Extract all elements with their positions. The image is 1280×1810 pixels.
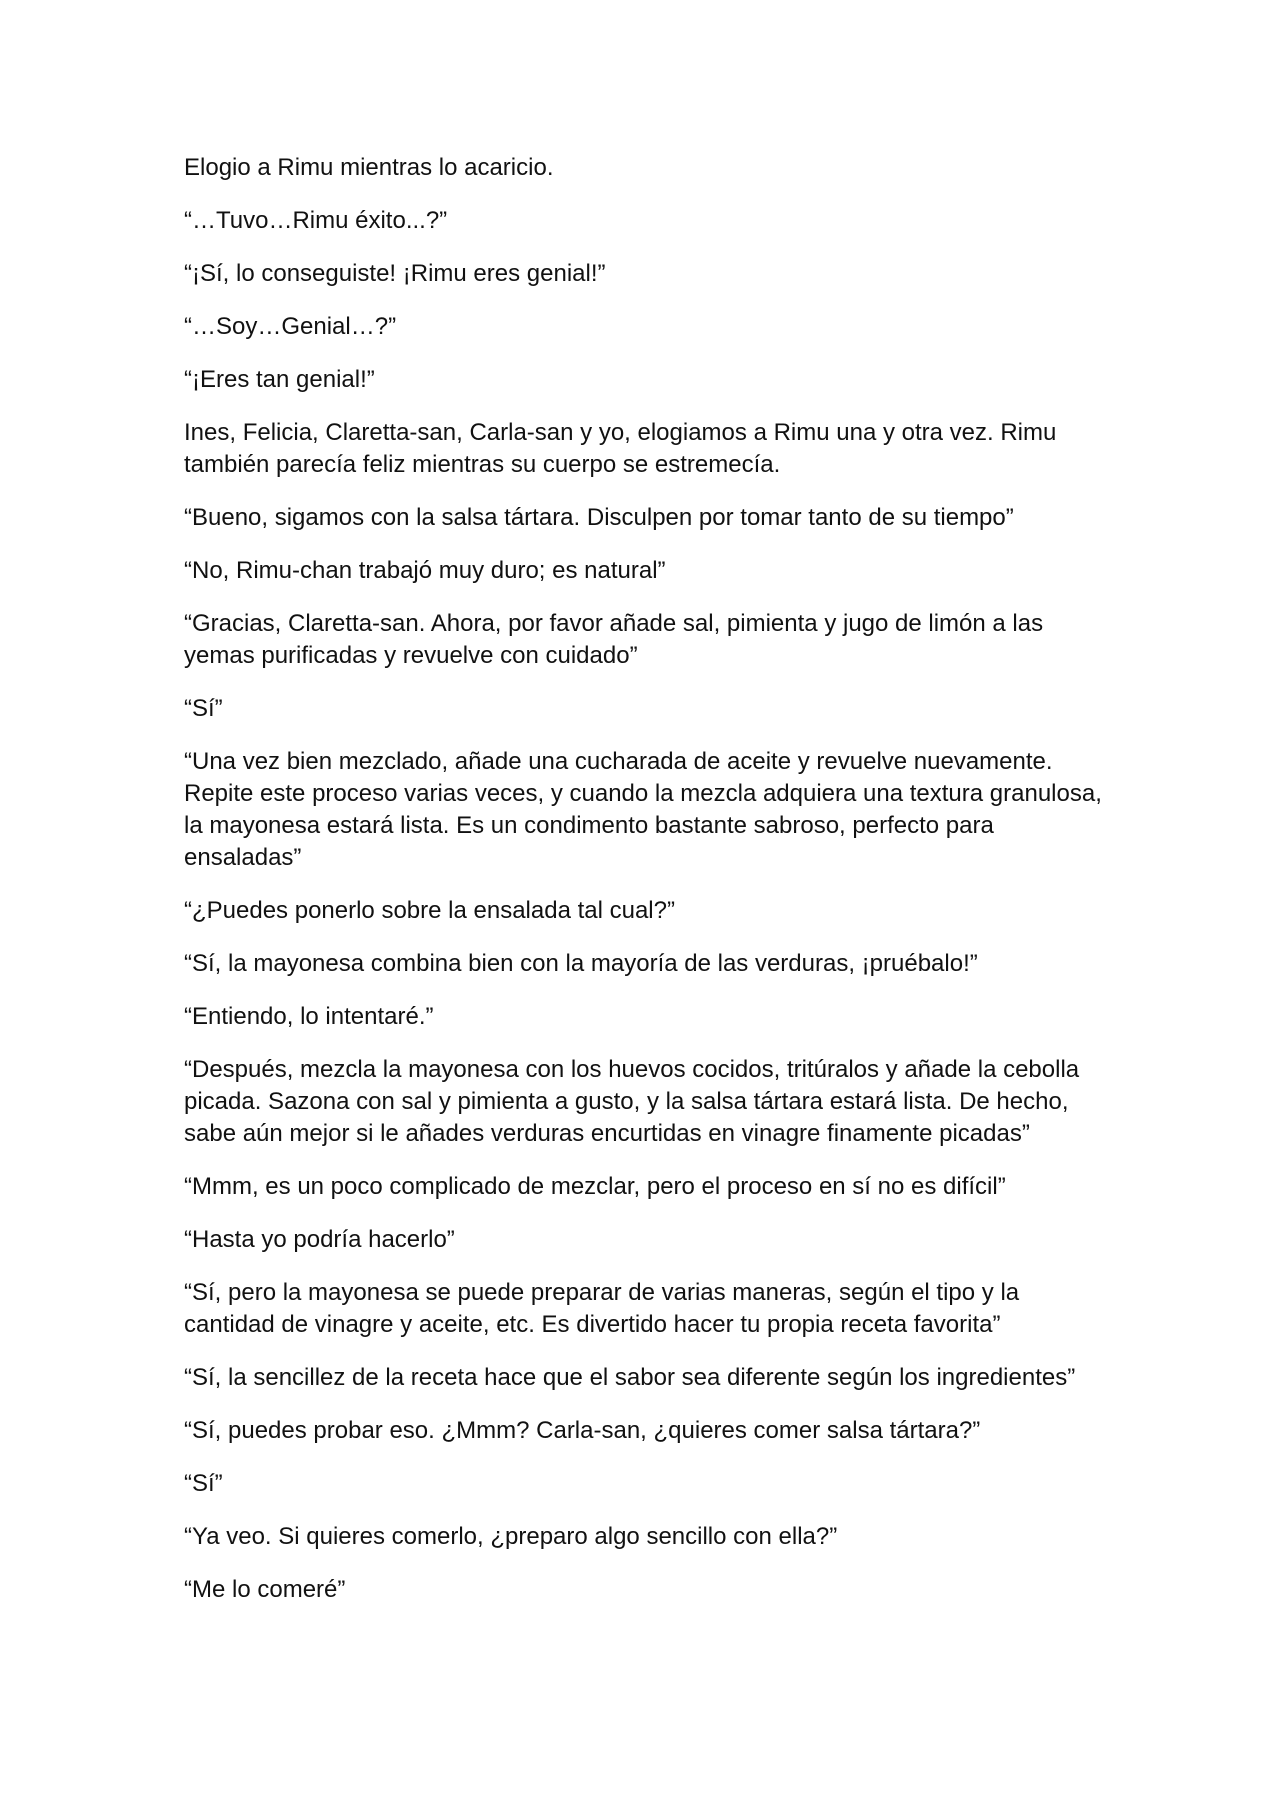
paragraph: “Mmm, es un poco complicado de mezclar, pero el proceso en sí no es difícil” xyxy=(184,1173,1006,1200)
paragraph: “Sí, pero la mayonesa se puede preparar de varias maneras, según el tipo y la cantidad de vinagre y aceite, etc. Es divertido hacer tu propia receta favorita” xyxy=(184,1279,1020,1338)
paragraph: “Gracias, Claretta-san. Ahora, por favor añade sal, pimienta y jugo de limón a las yemas purificadas y revuelve con cuidado” xyxy=(184,610,1044,669)
paragraph: “Sí, la sencillez de la receta hace que el sabor sea diferente según los ingredientes” xyxy=(184,1364,1076,1391)
paragraph: “Sí” xyxy=(184,695,223,722)
paragraph: “Sí, la mayonesa combina bien con la mayoría de las verduras, ¡pruébalo!” xyxy=(184,950,978,977)
paragraph: “¿Puedes ponerlo sobre la ensalada tal cual?” xyxy=(184,897,675,924)
paragraph: “Sí” xyxy=(184,1470,223,1497)
paragraph: “Bueno, sigamos con la salsa tártara. Disculpen por tomar tanto de su tiempo” xyxy=(184,504,1014,531)
paragraph: “¡Eres tan genial!” xyxy=(184,366,375,393)
paragraph: “No, Rimu-chan trabajó muy duro; es natural” xyxy=(184,557,666,584)
paragraph: Elogio a Rimu mientras lo acaricio. xyxy=(184,154,554,181)
paragraph: “Ya veo. Si quieres comerlo, ¿preparo algo sencillo con ella?” xyxy=(184,1523,838,1550)
paragraph: “Una vez bien mezclado, añade una cucharada de aceite y revuelve nuevamente. Repite este proceso varias veces, y cuando la mezcla adquiera una textura granulosa, la mayonesa estará lista. Es un condimento bastante sabroso, perfecto para ensaladas” xyxy=(184,748,1102,871)
paragraph: “…Tuvo…Rimu éxito...?” xyxy=(184,207,448,234)
paragraph: “…Soy…Genial…?” xyxy=(184,313,397,340)
paragraph: “Entiendo, lo intentaré.” xyxy=(184,1003,434,1030)
paragraph: “¡Sí, lo conseguiste! ¡Rimu eres genial!” xyxy=(184,260,606,287)
paragraph: “Me lo comeré” xyxy=(184,1576,346,1603)
paragraph: “Hasta yo podría hacerlo” xyxy=(184,1226,455,1253)
paragraph: “Sí, puedes probar eso. ¿Mmm? Carla-san, ¿quieres comer salsa tártara?” xyxy=(184,1417,981,1444)
document-body xyxy=(184,152,1104,1627)
paragraph: “Después, mezcla la mayonesa con los huevos cocidos, tritúralos y añade la cebolla picada. Sazona con sal y pimienta a gusto, y la salsa tártara estará lista. De hecho, sabe aún mejor si le añades verduras encurtidas en vinagre finamente picadas” xyxy=(184,1056,1080,1147)
paragraph: Ines, Felicia, Claretta-san, Carla-san y yo, elogiamos a Rimu una y otra vez. Rimu también parecía feliz mientras su cuerpo se estremecía. xyxy=(184,419,1057,478)
